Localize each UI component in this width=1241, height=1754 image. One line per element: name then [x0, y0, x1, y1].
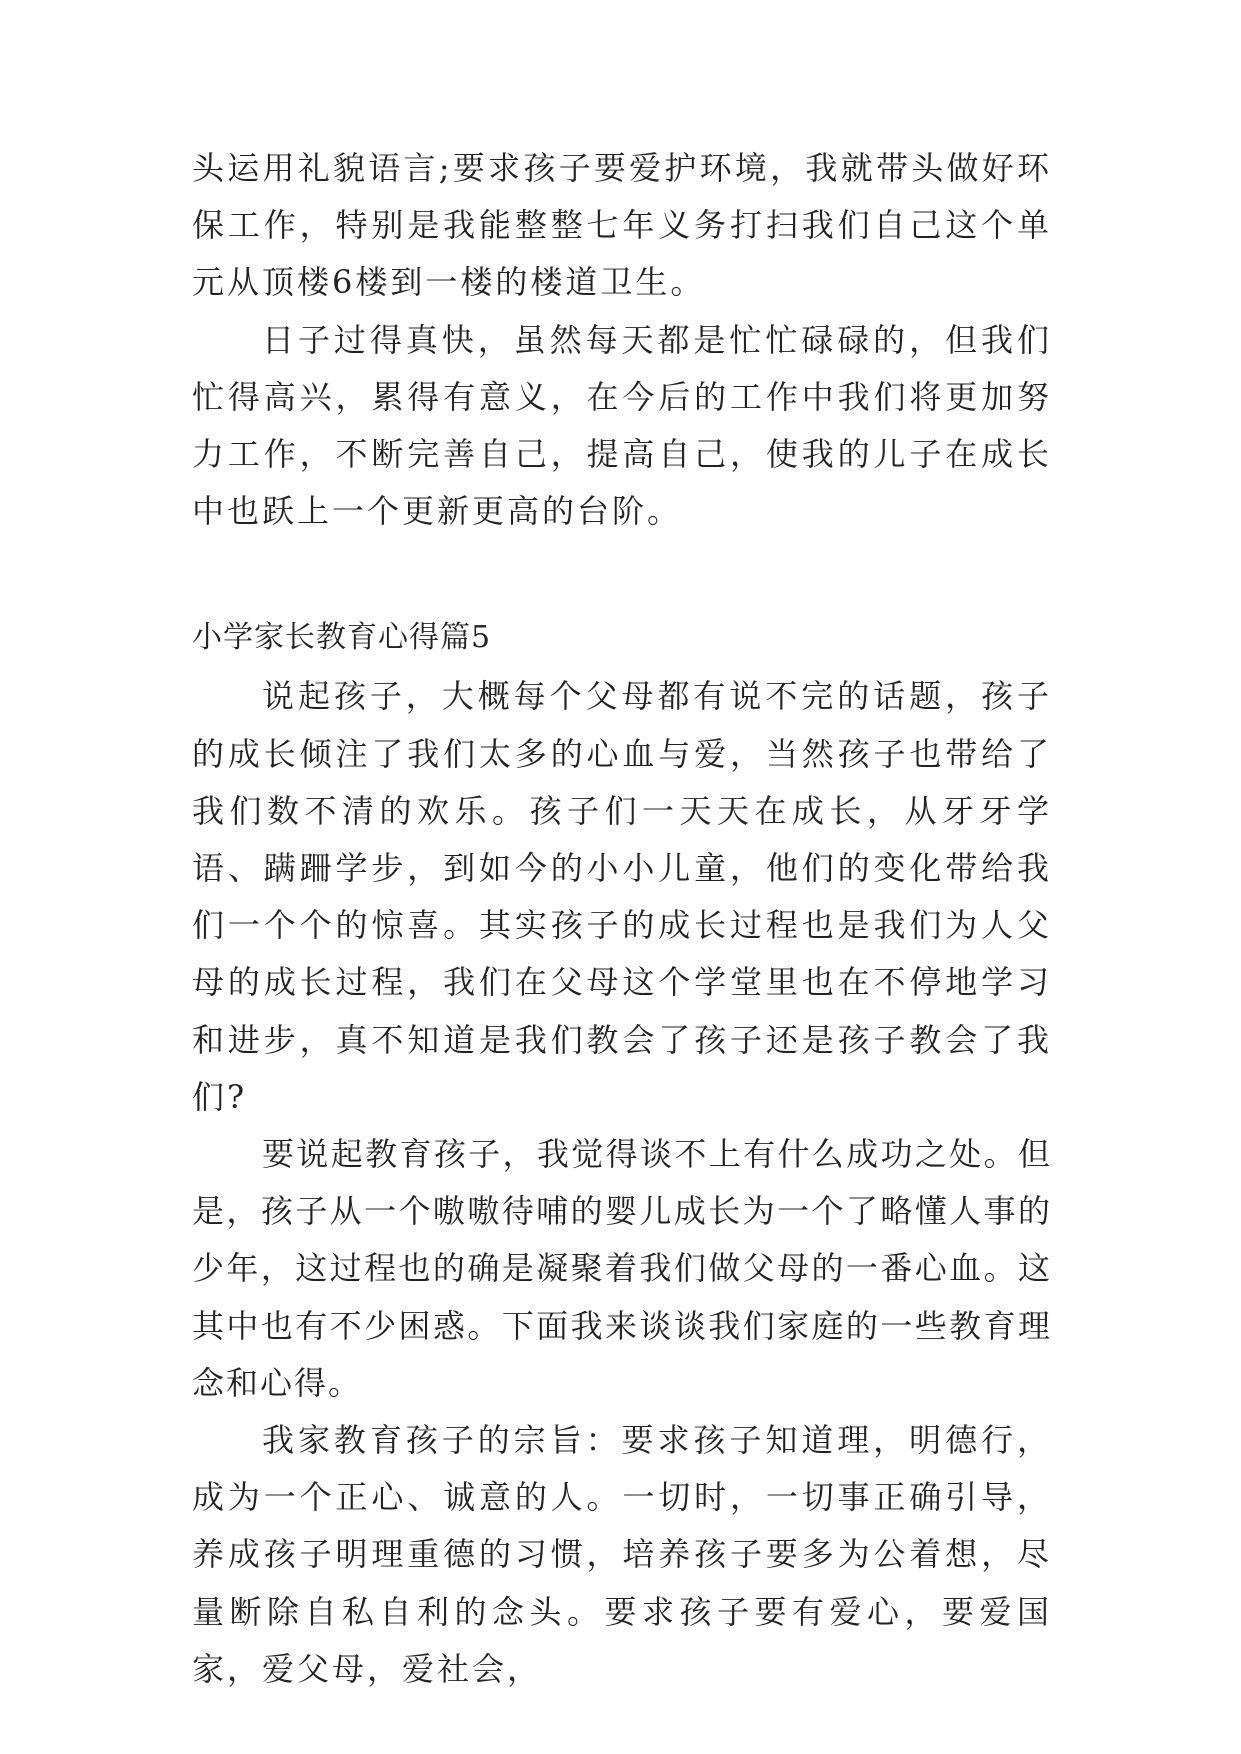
paragraph: 日子过得真快，虽然每天都是忙忙碌碌的，但我们忙得高兴，累得有意义，在今后的工作中我们将更加努力工作，不断完善自己，提高自己，使我的儿子在成长中也跃上一个更新更高的台阶。 [192, 320, 1052, 531]
paragraph: 要说起教育孩子，我觉得谈不上有什么成功之处。但是，孩子从一个嗷嗷待哺的婴儿成长为一个了略懂人事的少年，这过程也的确是凝聚着我们做父母的一番心血。这其中也有不少困惑。下面我来谈谈我们家庭的一些教育理念和心得。 [192, 1135, 1052, 1402]
paragraph: 我家教育孩子的宗旨：要求孩子知道理，明德行，成为一个正心、诚意的人。一切时，一切事正确引导，养成孩子明理重德的习惯，培养孩子要多为公着想，尽量断除自私自利的念头。要求孩子要有爱心，要爱国家，爱父母，爱社会， [192, 1421, 1052, 1688]
document-page [192, 140, 1052, 1698]
paragraph-continued: 头运用礼貌语言;要求孩子要爱护环境，我就带头做好环保工作，特别是我能整整七年义务打扫我们自己这个单元从顶楼6楼到一楼的楼道卫生。 [192, 149, 1052, 302]
section-title: 小学家长教育心得篇5 [192, 620, 492, 656]
paragraph: 说起孩子，大概每个父母都有说不完的话题，孩子的成长倾注了我们太多的心血与爱，当然孩子也带给了我们数不清的欢乐。孩子们一天天在成长，从牙牙学语、蹒跚学步，到如今的小小儿童，他们的变化带给我们一个个的惊喜。其实孩子的成长过程也是我们为人父母的成长过程，我们在父母这个学堂里也在不停地学习和进步，真不知道是我们教会了孩子还是孩子教会了我们? [192, 677, 1052, 1116]
